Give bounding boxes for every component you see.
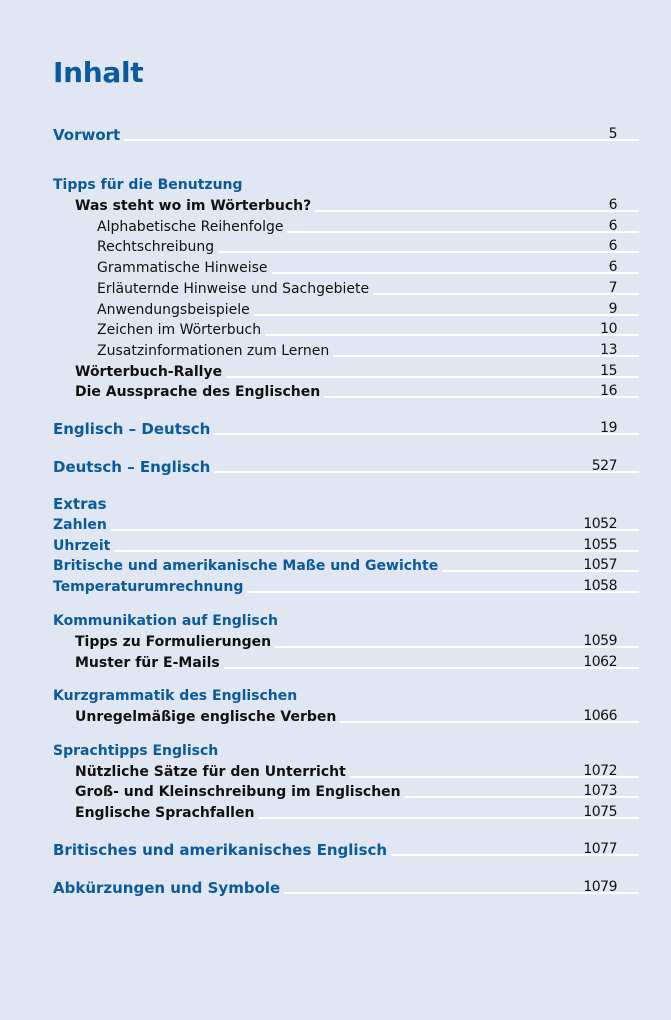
leader-line [258, 817, 639, 819]
leader-line [218, 251, 639, 253]
toc-label: Uhrzeit [53, 538, 111, 554]
leader-line [272, 272, 640, 274]
toc-entry[interactable] [0, 216, 671, 236]
toc-label: Kurzgrammatik des Englischen [53, 688, 298, 704]
toc-label: Anwendungsbeispiele [97, 302, 250, 318]
toc-label: Die Aussprache des Englischen [75, 384, 321, 400]
toc-entry[interactable] [0, 652, 671, 672]
toc-entry[interactable] [0, 257, 671, 277]
toc-label: Grammatische Hinweise [97, 260, 268, 276]
toc-section-header [0, 174, 671, 194]
toc-section-header [0, 610, 671, 630]
toc-label: Muster für E-Mails [75, 655, 220, 671]
toc-entry[interactable] [0, 781, 671, 801]
toc-entry[interactable] [0, 236, 671, 256]
page-number: 6 [608, 259, 617, 275]
page-number: 9 [608, 301, 617, 317]
toc-label: Zeichen im Wörterbuch [97, 322, 262, 338]
toc-label: Groß- und Kleinschreibung im Englischen [75, 784, 401, 800]
toc-entry-englisch-deutsch[interactable] [0, 418, 671, 438]
toc-label: Erläuternde Hinweise und Sachgebiete [97, 281, 370, 297]
toc-label: Tipps für die Benutzung [53, 177, 243, 193]
toc-section-header [0, 685, 671, 705]
leader-line [373, 293, 639, 295]
toc-label: Britisches und amerikanisches Englisch [53, 841, 388, 859]
toc-label: Temperaturumrechnung [53, 579, 244, 595]
toc-label: Kommunikation auf Englisch [53, 613, 278, 629]
toc-label: Zahlen [53, 517, 107, 533]
leader-line [214, 471, 639, 473]
page-title: Inhalt [53, 56, 144, 89]
toc-label: Englisch – Deutsch [53, 420, 211, 438]
page-number: 1073 [583, 783, 617, 799]
toc-entry[interactable] [0, 195, 671, 215]
leader-line [224, 667, 639, 669]
toc-label: Sprachtipps Englisch [53, 743, 219, 759]
leader-line [214, 433, 639, 435]
toc-entry[interactable] [0, 631, 671, 651]
toc-entry[interactable] [0, 381, 671, 401]
page-number: 6 [608, 238, 617, 254]
leader-line [324, 396, 639, 398]
page-number: 1058 [583, 578, 617, 594]
leader-line [315, 210, 639, 212]
page-number: 6 [608, 218, 617, 234]
toc-entry[interactable] [0, 802, 671, 822]
page-number: 1075 [583, 804, 617, 820]
page-number: 1062 [583, 654, 617, 670]
toc-entry[interactable] [0, 877, 671, 897]
toc-entry[interactable] [0, 278, 671, 298]
page-number: 6 [608, 197, 617, 213]
toc-label: Abkürzungen und Symbole [53, 879, 281, 897]
toc-label: Extras [53, 495, 107, 513]
toc-label: Deutsch – Englisch [53, 458, 211, 476]
page-number: 13 [600, 342, 617, 358]
toc-section-header [0, 493, 671, 513]
toc-label: Wörterbuch-Rallye [75, 364, 223, 380]
page-number: 5 [608, 126, 617, 142]
toc-section-header [0, 740, 671, 760]
page-number: 1077 [583, 841, 617, 857]
leader-line [111, 529, 639, 531]
page-number: 1079 [583, 879, 617, 895]
toc-label: Zusatzinformationen zum Lernen [97, 343, 330, 359]
page-number: 15 [600, 363, 617, 379]
toc-label: Vorwort [53, 126, 121, 144]
page-number: 1072 [583, 763, 617, 779]
page-number: 7 [608, 280, 617, 296]
leader-line [333, 355, 639, 357]
page-number: 10 [600, 321, 617, 337]
toc-label: Tipps zu Formulierungen [75, 634, 272, 650]
page-number: 16 [600, 383, 617, 399]
toc-label: Unregelmäßige englische Verben [75, 709, 337, 725]
toc-entry-vorwort[interactable] [0, 124, 671, 144]
toc-label: Britische und amerikanische Maße und Gewichte [53, 558, 439, 574]
toc-label: Englische Sprachfallen [75, 805, 255, 821]
leader-line [247, 591, 639, 593]
toc-entry[interactable] [0, 361, 671, 381]
toc-label: Rechtschreibung [97, 239, 215, 255]
toc-label: Alphabetische Reihenfolge [97, 219, 284, 235]
leader-line [226, 376, 639, 378]
toc-entry-deutsch-englisch[interactable] [0, 456, 671, 476]
page-number: 1057 [583, 557, 617, 573]
page-number: 1059 [583, 633, 617, 649]
toc-entry[interactable] [0, 839, 671, 859]
page-number: 1055 [583, 537, 617, 553]
leader-line [124, 139, 639, 141]
toc-entry[interactable] [0, 535, 671, 555]
leader-line [287, 231, 639, 233]
toc-entry[interactable] [0, 319, 671, 339]
page-number: 19 [600, 420, 617, 436]
toc-label: Nützliche Sätze für den Unterricht [75, 764, 346, 780]
page-number: 1066 [583, 708, 617, 724]
leader-line [265, 334, 639, 336]
leader-line [114, 550, 639, 552]
toc-entry[interactable] [0, 514, 671, 534]
toc-entry[interactable] [0, 299, 671, 319]
toc-entry[interactable] [0, 576, 671, 596]
page-number: 1052 [583, 516, 617, 532]
page-number: 527 [591, 458, 617, 474]
toc-label: Was steht wo im Wörterbuch? [75, 198, 312, 214]
leader-line [254, 314, 639, 316]
toc-entry[interactable] [0, 555, 671, 575]
toc-entry[interactable] [0, 761, 671, 781]
toc-entry[interactable] [0, 340, 671, 360]
toc-entry[interactable] [0, 706, 671, 726]
